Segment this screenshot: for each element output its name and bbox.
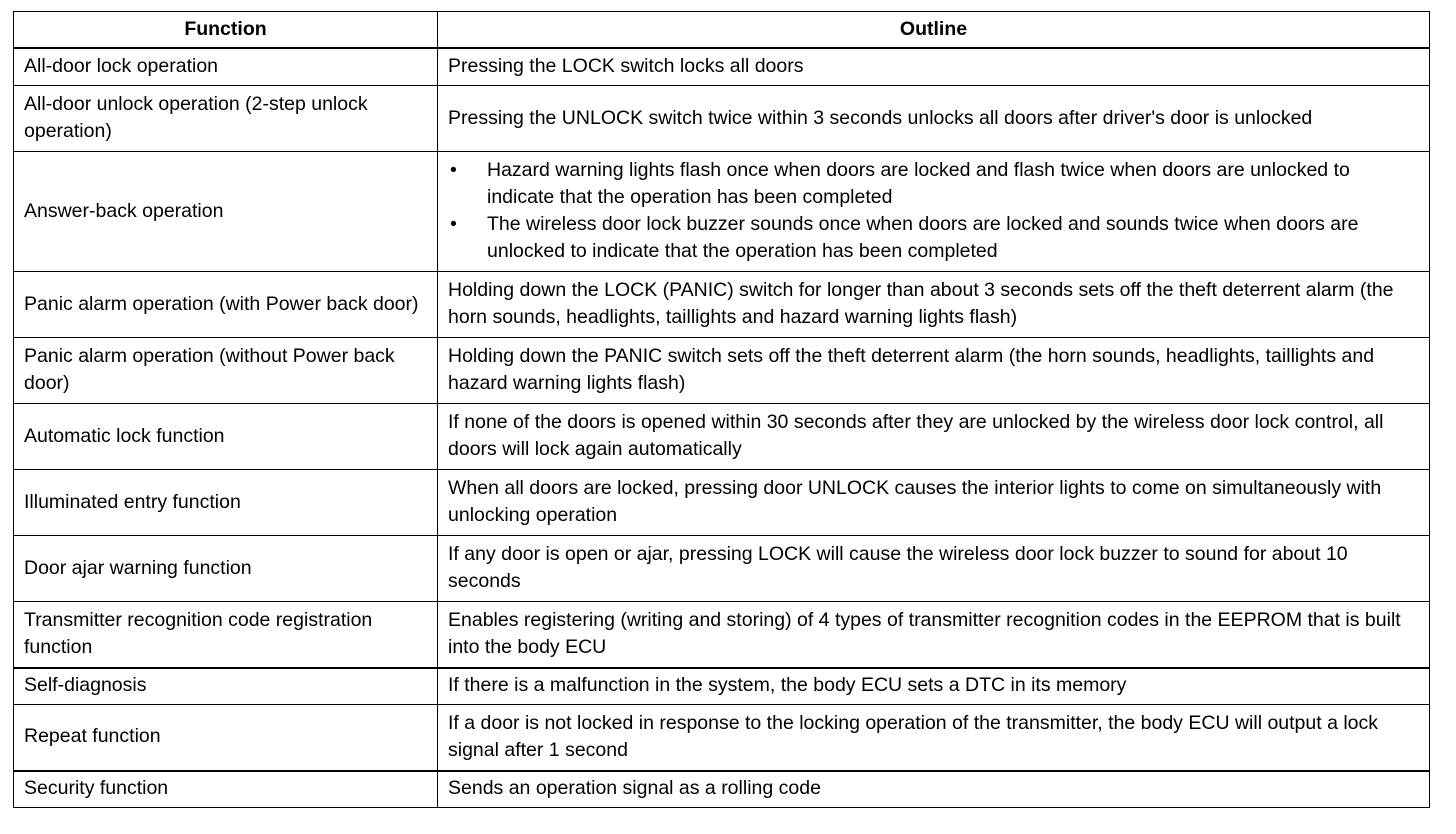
outline-cell: Enables registering (writing and storing) of 4 types of transmitter recognition codes in the EEPROM that is built into the body ECU [438,602,1430,668]
outline-cell: If none of the doors is opened within 30 seconds after they are unlocked by the wireless door lock control, all doors will lock again automatically [438,404,1430,470]
table-row [14,668,1430,705]
outline-cell: Holding down the LOCK (PANIC) switch for longer than about 3 seconds sets off the theft deterrent alarm (the horn sounds, headlights, taillights and hazard warning lights flash) [438,272,1430,338]
table-row [14,86,1430,152]
outline-bullet-list [448,157,1419,265]
function-cell: All-door lock operation [14,48,438,86]
outline-cell: If there is a malfunction in the system, the body ECU sets a DTC in its memory [438,668,1430,705]
outline-cell: Holding down the PANIC switch sets off the theft deterrent alarm (the horn sounds, headlights, taillights and hazard warning lights flash) [438,338,1430,404]
outline-cell: Pressing the UNLOCK switch twice within 3 seconds unlocks all doors after driver's door is unlocked [438,86,1430,152]
function-cell: Panic alarm operation (with Power back door) [14,272,438,338]
outline-cell: Pressing the LOCK switch locks all doors [438,48,1430,86]
function-cell: Security function [14,771,438,808]
outline-cell: Sends an operation signal as a rolling code [438,771,1430,808]
function-cell: All-door unlock operation (2-step unlock operation) [14,86,438,152]
bullet-text: The wireless door lock buzzer sounds once when doors are locked and sounds twice when doors are unlocked to indicate that the operation has been completed [487,213,1359,262]
header-row [14,12,1430,48]
table-row [14,272,1430,338]
bullet-marker: • [450,213,457,235]
table-row [14,152,1430,272]
table-row [14,48,1430,86]
table-row [14,338,1430,404]
function-cell: Repeat function [14,705,438,771]
outline-column-header: Outline [438,12,1430,48]
outline-cell: If a door is not locked in response to the locking operation of the transmitter, the body ECU will output a lock signal after 1 second [438,705,1430,771]
function-cell: Door ajar warning function [14,536,438,602]
outline-cell: If any door is open or ajar, pressing LOCK will cause the wireless door lock buzzer to sound for about 10 seconds [438,536,1430,602]
function-outline-table [13,11,1430,808]
bullet-marker: • [450,159,457,181]
function-cell: Automatic lock function [14,404,438,470]
table-row [14,771,1430,808]
table-row [14,536,1430,602]
table-row [14,404,1430,470]
table-row [14,470,1430,536]
function-cell: Answer-back operation [14,152,438,272]
function-cell: Self-diagnosis [14,668,438,705]
outline-cell [438,152,1430,272]
outline-bullet-item [448,211,1419,265]
bullet-text: Hazard warning lights flash once when doors are locked and flash twice when doors are unlocked to indicate that the operation has been completed [487,159,1350,208]
table-row [14,602,1430,668]
function-cell: Illuminated entry function [14,470,438,536]
function-cell: Transmitter recognition code registration function [14,602,438,668]
outline-cell: When all doors are locked, pressing door UNLOCK causes the interior lights to come on simultaneously with unlocking operation [438,470,1430,536]
function-cell: Panic alarm operation (without Power back door) [14,338,438,404]
table-row [14,705,1430,771]
outline-bullet-item [448,157,1419,211]
function-column-header: Function [14,12,438,48]
